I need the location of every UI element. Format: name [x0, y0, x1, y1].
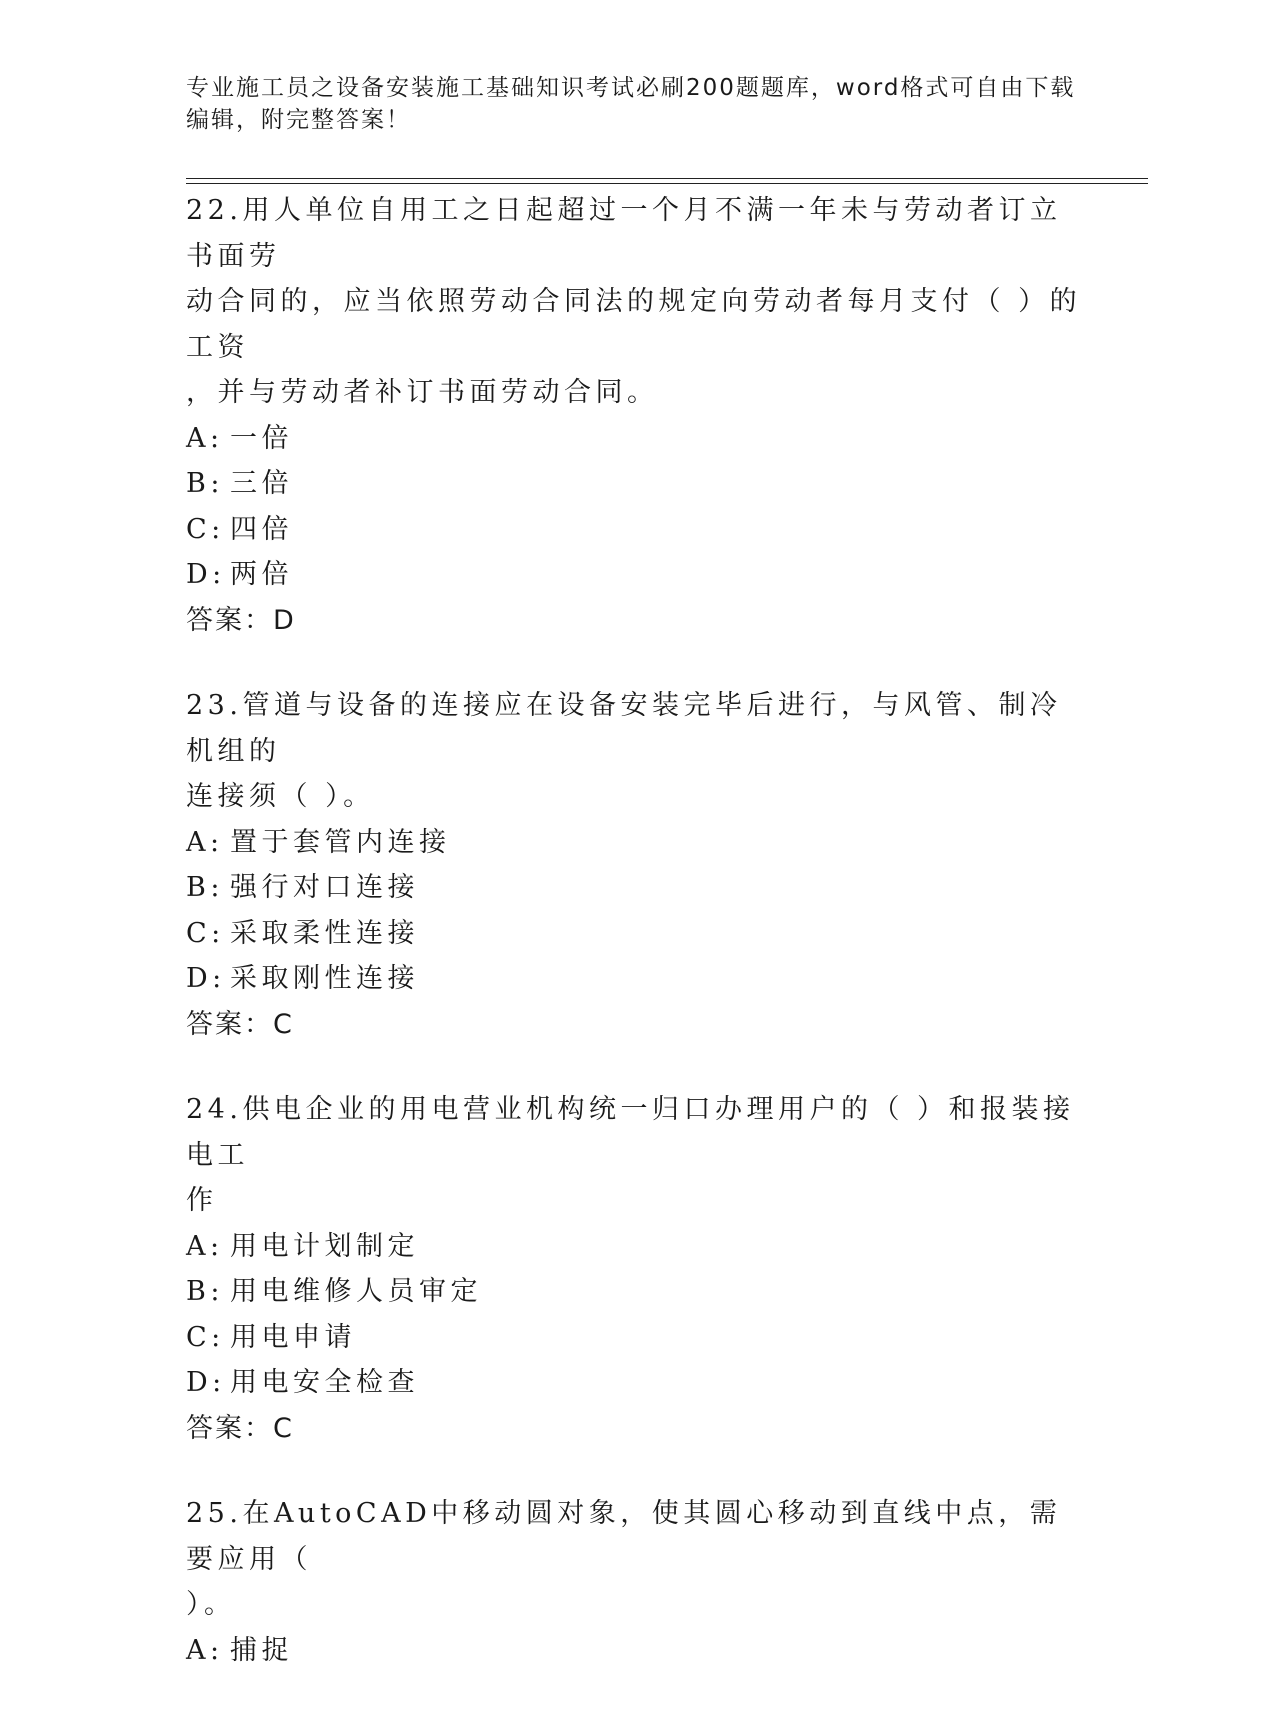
- option-d: [186, 956, 1086, 1002]
- header-divider-bottom: [186, 183, 1148, 184]
- option-c: [186, 911, 1086, 957]
- header-divider-top: [186, 178, 1148, 179]
- answer: 答案：C: [186, 1412, 294, 1444]
- option-b: [186, 461, 1086, 507]
- option-label: A:: [186, 422, 224, 454]
- option-c: [186, 507, 1086, 553]
- option-b: [186, 865, 1086, 911]
- option-text: 一倍: [230, 422, 293, 454]
- question-25: [186, 1491, 1086, 1673]
- question-text-line: ）。: [186, 1589, 236, 1620]
- option-label: C:: [186, 917, 225, 949]
- option-text: 用电计划制定: [230, 1230, 419, 1262]
- option-a: [186, 416, 1086, 462]
- option-label: B:: [186, 1276, 224, 1307]
- option-text: 四倍: [230, 513, 293, 545]
- option-text: 采取刚性连接: [230, 963, 419, 994]
- option-text: 强行对口连接: [230, 872, 419, 903]
- question-text-line: 动合同的，应当依照劳动合同法的规定向劳动者每月支付（ ）的工资: [186, 286, 1082, 363]
- option-label: A:: [186, 1230, 224, 1262]
- question-text-line: 24.供电企业的用电营业机构统一归口办理用户的（ ）和报装接电工: [186, 1094, 1075, 1171]
- question-text-line: 23.管道与设备的连接应在设备安装完毕后进行，与风管、制冷机组的: [186, 690, 1062, 767]
- option-text: 两倍: [230, 559, 293, 590]
- option-text: 采取柔性连接: [230, 917, 419, 949]
- question-23: [186, 683, 1086, 1047]
- question-24: [186, 1087, 1086, 1451]
- option-text: 用电维修人员审定: [230, 1276, 482, 1307]
- option-label: D:: [186, 559, 226, 590]
- option-b: [186, 1269, 1086, 1315]
- option-a: [186, 1224, 1086, 1270]
- answer: 答案：D: [186, 604, 296, 636]
- option-label: A:: [186, 1634, 224, 1666]
- question-list: [186, 188, 1086, 1713]
- header-line-1: 专业施工员之设备安装施工基础知识考试必刷200题题库，word格式可自由下载: [186, 75, 1076, 101]
- option-text: 捕捉: [230, 1634, 293, 1666]
- option-label: B:: [186, 872, 224, 903]
- question-text-line: 连接须（ ）。: [186, 781, 375, 812]
- answer: 答案：C: [186, 1008, 294, 1040]
- question-text-line: 22.用人单位自用工之日起超过一个月不满一年未与劳动者订立书面劳: [186, 195, 1062, 272]
- header-line-2: 编辑，附完整答案！: [186, 107, 411, 133]
- option-label: C:: [186, 1321, 225, 1353]
- question-text-line: ，并与劳动者补订书面劳动合同。: [186, 377, 659, 408]
- option-a: [186, 1628, 1086, 1674]
- option-d: [186, 1360, 1086, 1406]
- option-text: 三倍: [230, 468, 293, 499]
- option-text: 用电申请: [230, 1321, 356, 1353]
- question-22: [186, 188, 1086, 643]
- option-label: B:: [186, 468, 224, 499]
- option-text: 用电安全检查: [230, 1367, 419, 1398]
- option-label: D:: [186, 1367, 226, 1398]
- option-a: [186, 820, 1086, 866]
- option-c: [186, 1315, 1086, 1361]
- option-label: A:: [186, 826, 224, 858]
- option-text: 置于套管内连接: [230, 826, 451, 858]
- option-label: C:: [186, 513, 225, 545]
- option-label: D:: [186, 963, 226, 994]
- question-text-line: 作: [186, 1185, 218, 1216]
- question-text-line: 25.在AutoCAD中移动圆对象，使其圆心移动到直线中点，需要应用（: [186, 1498, 1062, 1575]
- document-header: [186, 72, 1086, 136]
- option-d: [186, 552, 1086, 598]
